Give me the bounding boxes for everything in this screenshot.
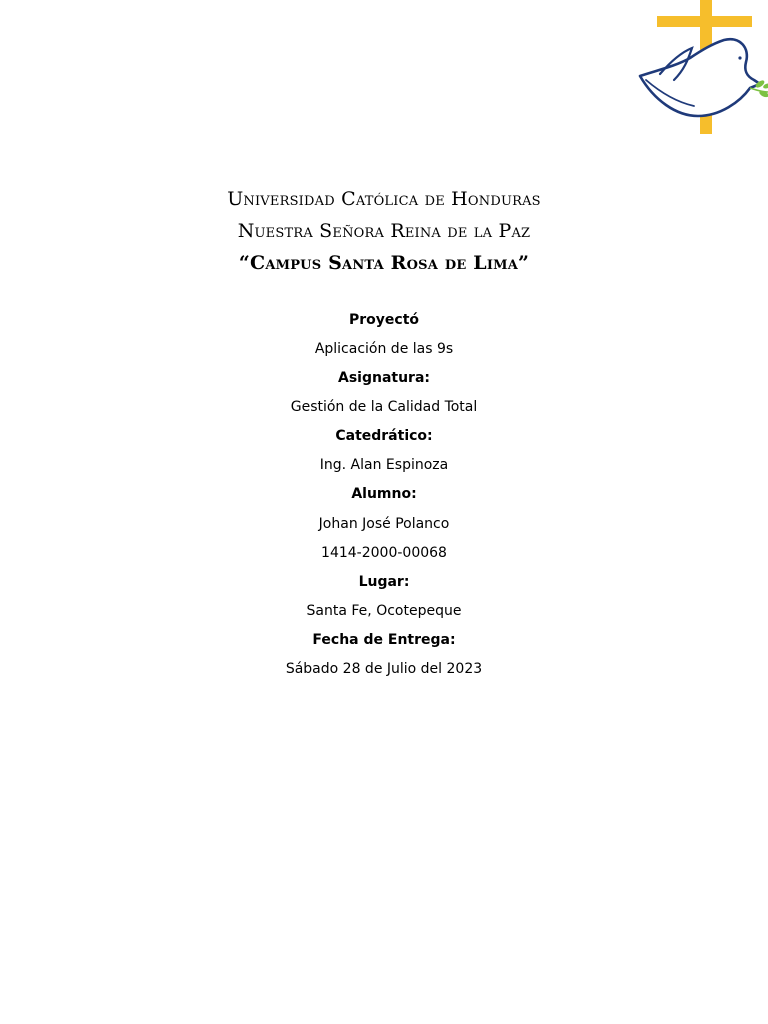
student-label: Alumno:: [351, 486, 417, 502]
project-value: Aplicación de las 9s: [314, 341, 454, 357]
date-value: Sábado 28 de Julio del 2023: [285, 661, 483, 677]
teacher-value: Ing. Alan Espinoza: [319, 457, 449, 473]
subject-label: Asignatura:: [337, 370, 430, 386]
subject-value: Gestión de la Calidad Total: [290, 399, 478, 415]
cover-info: [0, 306, 768, 684]
student-name: Johan José Polanco: [318, 516, 450, 532]
dove-cross-icon: [636, 0, 768, 136]
date-label: Fecha de Entrega:: [312, 632, 456, 648]
university-name: Universidad Católica de Honduras: [227, 188, 541, 210]
place-label: Lugar:: [358, 574, 410, 590]
campus-name: “Campus Santa Rosa de Lima”: [238, 252, 530, 274]
project-label: Proyectó: [348, 312, 419, 328]
place-value: Santa Fe, Ocotepeque: [306, 603, 462, 619]
institution-header: [0, 183, 768, 279]
teacher-label: Catedrático:: [335, 428, 433, 444]
student-id: 1414-2000-00068: [321, 545, 447, 561]
university-subtitle: Nuestra Señora Reina de la Paz: [237, 220, 531, 242]
